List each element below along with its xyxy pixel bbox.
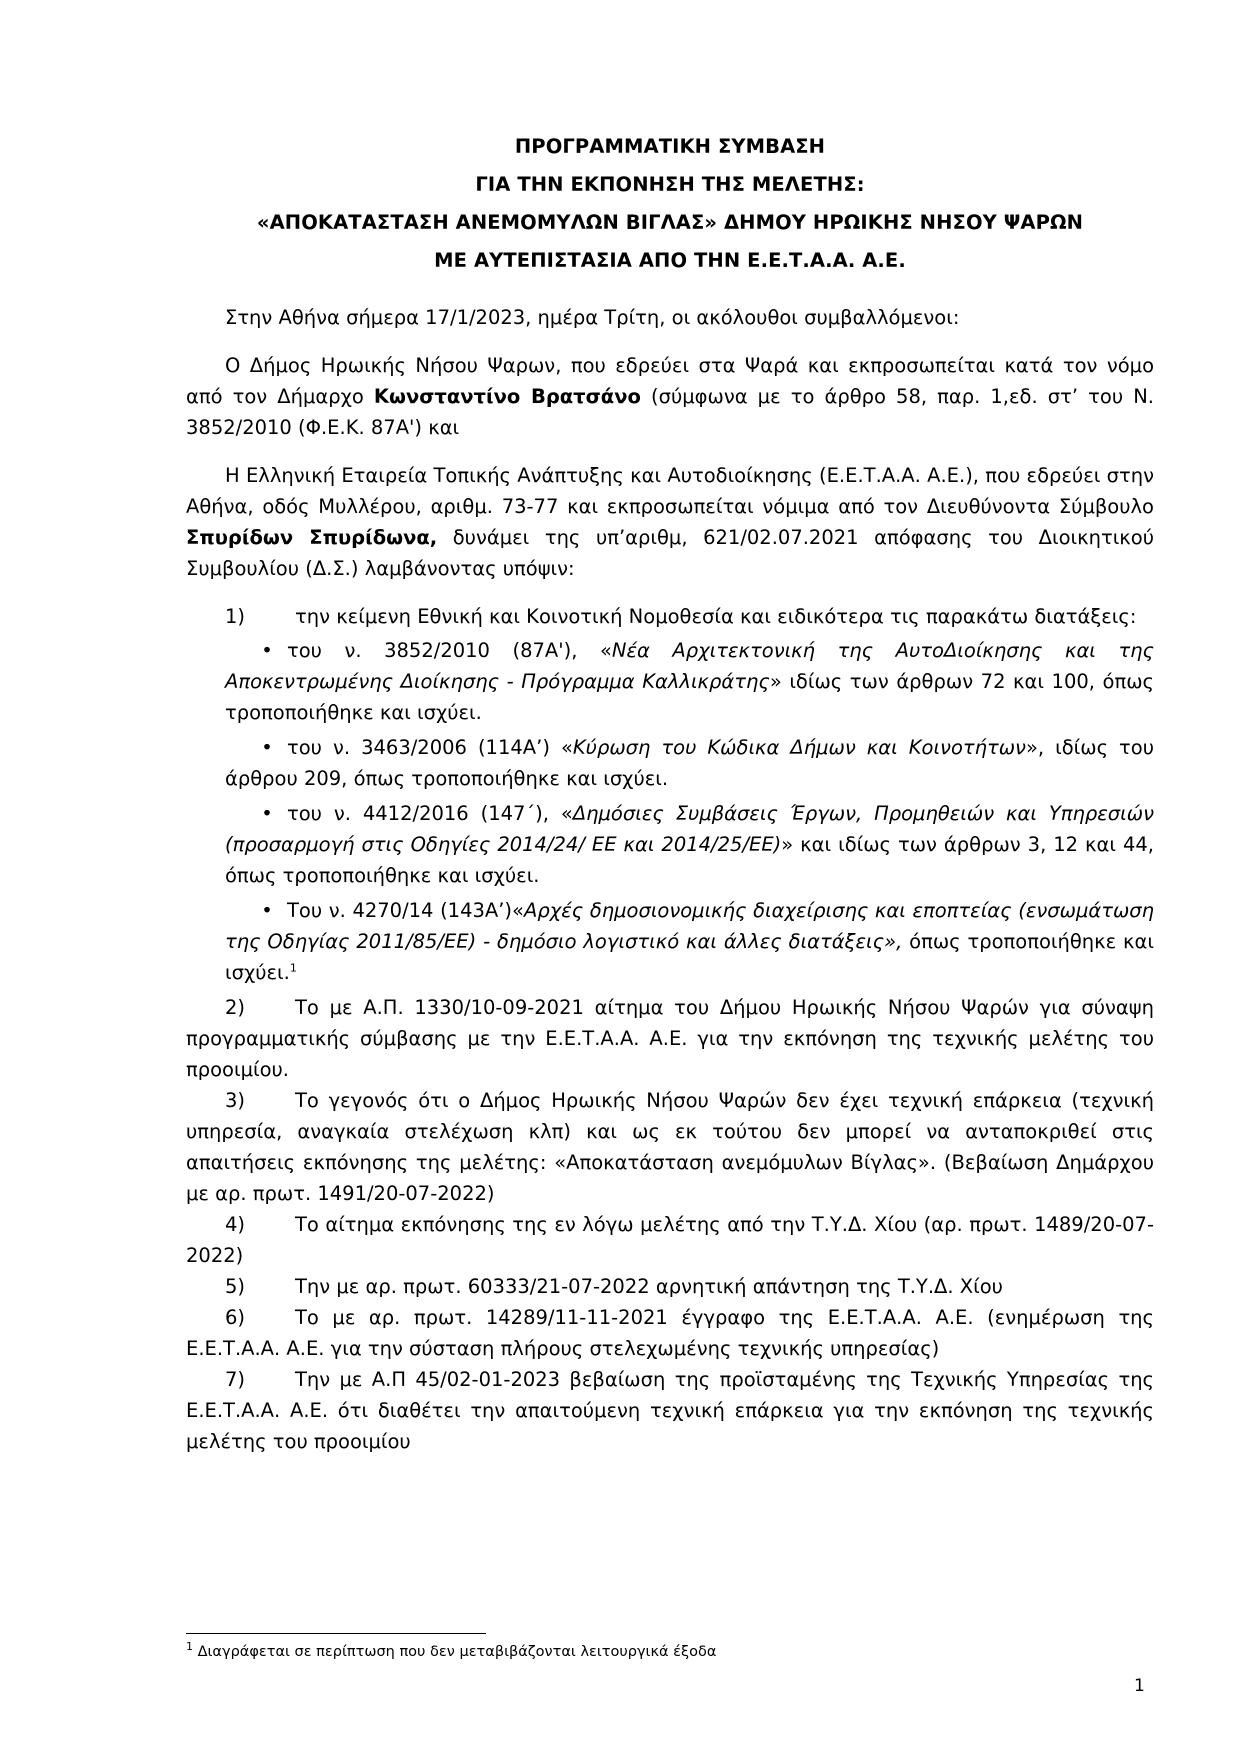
list-number: 5) [225, 1275, 246, 1298]
list-text: Την με Α.Π 45/02-01-2023 βεβαίωση της προϊσταμένης της Τεχνικής Υπηρεσίας της Ε.Ε.Τ.Α.Α. Α.Ε. ότι διαθέτει την απαιτούμενη τεχνική επάρκεια για την εκπόνηση της τεχνικής μελέτης του προοιμίου [186, 1368, 1154, 1453]
document-title [186, 128, 1154, 280]
footnote-text: Διαγράφεται σε περίπτωση που δεν μεταβιβάζονται λειτουργικά έξοδα [193, 1644, 717, 1660]
bullet-text-pre: του ν. 4412/2016 (147΄), « [287, 802, 573, 825]
party2-paragraph [186, 460, 1154, 584]
intro-paragraph: Στην Αθήνα σήμερα 17/1/2023, ημέρα Τρίτη, οι ακόλουθοι συμβαλλόμενοι: [225, 306, 960, 329]
party1-text-post: (σύμφωνα με το άρθρο 58, παρ. 1,εδ. στ’ του Ν. 3852/2010 (Φ.Ε.Κ. 87Α') και [186, 385, 1154, 439]
footnote-separator [186, 1633, 486, 1634]
party2-text-pre: Η Ελληνική Εταιρεία Τοπικής Ανάπτυξης και Αυτοδιοίκησης (Ε.Ε.Τ.Α.Α. Α.Ε.), που εδρεύει στην Αθήνα, οδός Μυλλέρου, αριθμ. 73-77 και εκπροσωπείται νόμιμα από τον Διευθύνοντα Σύμβουλο [186, 464, 1154, 518]
bullet-text-pre: του ν. 3463/2006 (114Α’) « [287, 736, 573, 759]
list-item-4 [186, 1209, 1154, 1271]
bullet-icon: • [261, 899, 273, 922]
bullet-text-post: » και ιδίως των άρθρων 3, 12 και 44, όπως τροποποιήθηκε και ισχύει. [225, 833, 1154, 887]
list-item-7 [186, 1364, 1154, 1457]
title-line-1: ΠΡΟΓΡΑΜΜΑΤΙΚΗ ΣΥΜΒΑΣΗ [514, 135, 826, 158]
list-item-6 [186, 1302, 1154, 1364]
party2-text-post: δυνάμει της υπ’αριθμ, 621/02.07.2021 απόφασης του Διοικητικού Συμβουλίου (Δ.Σ.) λαμβάνοντας υπόψιν: [186, 526, 1154, 580]
bullet-text-em: Δημόσιες Συμβάσεις Έργων, Προμηθειών και Υπηρεσιών (προσαρμογή στις Οδηγίες 2014/24/ ΕΕ και 2014/25/ΕΕ) [225, 802, 1154, 856]
party1-name: Κωνσταντίνο Βρατσάνο [373, 385, 641, 408]
bullet-item-4 [225, 895, 1154, 988]
bullet-text-em: Αρχές δημοσιονομικής διαχείρισης και εποπτείας (ενσωμάτωση της Οδηγίας 2011/85/ΕΕ) - δημόσιο λογιστικό και άλλες διατάξεις», [225, 899, 1154, 953]
list-number: 7) [225, 1368, 246, 1391]
party2-name: Σπυρίδων Σπυρίδωνα, [186, 526, 438, 549]
list-text: Το με αρ. πρωτ. 14289/11-11-2021 έγγραφο της Ε.Ε.Τ.Α.Α. Α.Ε. (ενημέρωση της Ε.Ε.Τ.Α.Α. Α.Ε. για την σύσταση πλήρους στελεχωμένης τεχνικής υπηρεσίας) [186, 1306, 1154, 1360]
bullet-item-3 [225, 798, 1154, 891]
list-item-1 [225, 601, 1154, 632]
footnote-number: 1 [186, 1640, 193, 1654]
bullet-text-post: όπως τροποποιήθηκε και ισχύει. [225, 930, 1154, 984]
list-number: 4) [225, 1213, 246, 1236]
bullet-item-1 [225, 635, 1154, 728]
list-text: Το γεγονός ότι ο Δήμος Ηρωικής Νήσου Ψαρών δεν έχει τεχνική επάρκεια (τεχνική υπηρεσία, αναγκαία στελέχωση κλπ) και ως εκ τούτου δεν μπορεί να ανταποκριθεί στις απαιτήσεις εκπόνησης της μελέτης: «Αποκατάσταση ανεμόμυλων Βίγλας». (Βεβαίωση Δημάρχου με αρ. πρωτ. 1491/20-07-2022) [186, 1089, 1154, 1205]
list-number: 3) [225, 1089, 246, 1112]
bullet-icon: • [261, 802, 273, 825]
list-text: Το με Α.Π. 1330/10-09-2021 αίτημα του Δήμου Ηρωικής Νήσου Ψαρών για σύναψη προγραμματικής σύμβασης με την Ε.Ε.Τ.Α.Α. Α.Ε. για την εκπόνηση της τεχνικής μελέτης του προοιμίου. [186, 996, 1154, 1081]
document-body [186, 302, 1154, 1457]
title-line-4: ΜΕ ΑΥΤΕΠΙΣΤΑΣΙΑ ΑΠΟ ΤΗΝ Ε.Ε.Τ.Α.Α. Α.Ε. [434, 249, 906, 272]
bullet-item-2 [225, 732, 1154, 794]
bullet-text-post: », ιδίως του άρθρου 209, όπως τροποποιήθηκε και ισχύει. [225, 736, 1154, 790]
list-item-3 [186, 1085, 1154, 1209]
footnote-ref: 1 [289, 961, 297, 975]
title-line-3: «ΑΠΟΚΑΤΑΣΤΑΣΗ ΑΝΕΜΟΜΥΛΩΝ ΒΙΓΛΑΣ» ΔΗΜΟΥ ΗΡΩΙΚΗΣ ΝΗΣΟΥ ΨΑΡΩΝ [256, 211, 1084, 234]
bullet-text-em: Κύρωση του Κώδικα Δήμων και Κοινοτήτων [572, 736, 1026, 759]
bullet-icon: • [261, 639, 273, 662]
list-number: 6) [225, 1306, 246, 1329]
bullet-icon: • [261, 736, 273, 759]
list-text: Την με αρ. πρωτ. 60333/21-07-2022 αρνητική απάντηση της Τ.Υ.Δ. Χίου [295, 1275, 1003, 1298]
bullet-text-pre: του ν. 3852/2010 (87Α'), « [287, 639, 612, 662]
bullet-text-em: Νέα Αρχιτεκτονική της ΑυτοΔιοίκησης και της Αποκεντρωμένης Διοίκησης - Πρόγραμμα Καλλικράτης [225, 639, 1154, 693]
list-number: 2) [225, 996, 246, 1019]
list-item-2 [186, 992, 1154, 1085]
list-number: 1) [225, 605, 246, 628]
party1-paragraph [186, 350, 1154, 443]
bullet-text-pre: Του ν. 4270/14 (143Α’)« [287, 899, 524, 922]
list-item-5 [186, 1271, 1154, 1302]
list-text: Το αίτημα εκπόνησης της εν λόγω μελέτης από την Τ.Υ.Δ. Χίου (αρ. πρωτ. 1489/20-07- 2022) [186, 1213, 1154, 1267]
title-line-2: ΓΙΑ ΤΗΝ ΕΚΠΟΝΗΣΗ ΤΗΣ ΜΕΛΕΤΗΣ: [475, 173, 865, 196]
footnote [186, 1642, 1154, 1662]
page-number: 1 [1134, 1676, 1145, 1696]
bullet-text-post: » ιδίως των άρθρων 72 και 100, όπως τροποποιήθηκε και ισχύει. [225, 670, 1154, 724]
list-text: την κείμενη Εθνική και Κοινοτική Νομοθεσία και ειδικότερα τις παρακάτω διατάξεις: [295, 605, 1137, 628]
party1-text-pre: Ο Δήμος Ηρωικής Νήσου Ψαρων, που εδρεύει στα Ψαρά και εκπροσωπείται κατά τον νόμο από τον Δήμαρχο [186, 354, 1154, 408]
